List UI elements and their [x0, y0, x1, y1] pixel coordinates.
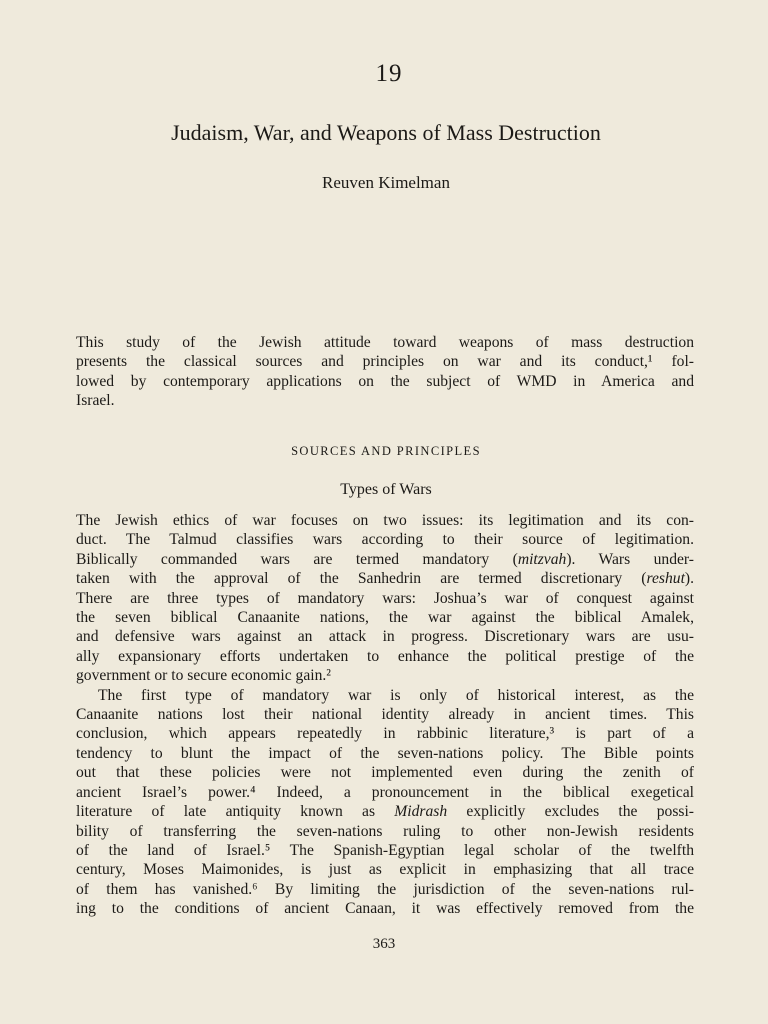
body-line: The Jewish ethics of war focuses on two issues: its legitimation and its con-: [76, 512, 694, 529]
intro-line: Israel.: [76, 392, 115, 410]
section-heading: SOURCES AND PRINCIPLES: [291, 444, 481, 458]
body-line: taken with the approval of the Sanhedrin are termed discretionary (reshut).: [76, 570, 694, 588]
body-line: Biblically commanded wars are termed mandatory (mitzvah). Wars under-: [76, 550, 694, 568]
page-number: 363: [372, 936, 396, 952]
chapter-title: Judaism, War, and Weapons of Mass Destruction: [171, 120, 601, 145]
subsection-heading: Types of Wars: [340, 481, 432, 498]
body-line: literature of late antiquity known as Midrash explicitly excludes the possi-: [76, 803, 695, 821]
intro-line: lowed by contemporary applications on the subject of WMD in America and: [76, 372, 694, 390]
body-line: The first type of mandatory war is only of historical interest, as the: [98, 686, 694, 704]
body-line: out that these policies were not implemented even during the zenith of: [76, 764, 694, 782]
body-line: Canaanite nations lost their national identity already in ancient times. This: [76, 706, 694, 724]
body-line: ally expansionary efforts undertaken to enhance the political prestige of the: [76, 647, 694, 665]
body-line: ing to the conditions of ancient Canaan, it was effectively removed from the: [76, 900, 694, 918]
body-line: bility of transferring the seven-nations ruling to other non-Jewish residents: [76, 822, 694, 840]
body-line: of them has vanished.⁶ By limiting the jurisdiction of the seven-nations rul-: [76, 880, 694, 898]
body-line: There are three types of mandatory wars: Joshua’s war of conquest against: [76, 589, 694, 607]
body-line: tendency to blunt the impact of the seven-nations policy. The Bible points: [76, 744, 694, 762]
body-line: ancient Israel’s power.⁴ Indeed, a pronouncement in the biblical exegetical: [76, 783, 694, 801]
body-line: conclusion, which appears repeatedly in rabbinic literature,³ is part of a: [76, 725, 694, 743]
body-text: [76, 511, 694, 919]
body-line: of the land of Israel.⁵ The Spanish-Egyptian legal scholar of the twelfth: [76, 841, 694, 859]
body-line: government or to secure economic gain.²: [76, 667, 331, 685]
chapter-number: 19: [375, 60, 403, 87]
body-line: and defensive wars against an attack in progress. Discretionary wars are usu-: [76, 628, 694, 646]
body-line: the seven biblical Canaanite nations, the war against the biblical Amalek,: [76, 609, 694, 627]
intro-paragraph: [76, 333, 694, 411]
body-line: duct. The Talmud classifies wars according to their source of legitimation.: [76, 531, 694, 549]
author-name: Reuven Kimelman: [322, 173, 450, 192]
intro-line: This study of the Jewish attitude toward weapons of mass destruction: [76, 334, 694, 351]
intro-line: presents the classical sources and principles on war and its conduct,¹ fol-: [76, 353, 694, 371]
body-line: century, Moses Maimonides, is just as explicit in emphasizing that all trace: [76, 861, 694, 879]
